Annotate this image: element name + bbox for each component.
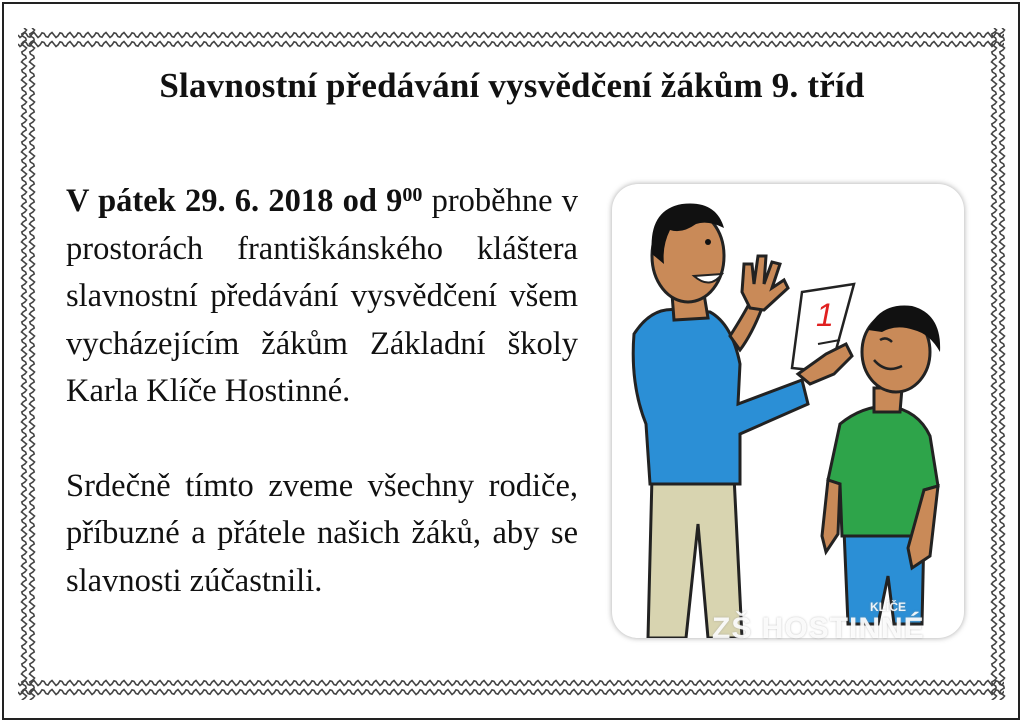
event-time-superscript: 00 [402, 184, 423, 206]
certificate-mark: 1 [816, 297, 834, 333]
teacher-eye [705, 239, 711, 245]
event-description: proběhne v prostorách františkánského kláštera slavnostní předávání vysvědčení všem vycházejícím žákům Základní školy Karla Klíče Hostinné. [66, 183, 578, 409]
teacher-and-student-illustration [612, 184, 964, 638]
teacher-raised-hand [742, 256, 788, 310]
watermark-small: KLÍČE [870, 600, 906, 614]
event-date: V pátek 29. 6. 2018 od 9 [66, 183, 403, 219]
wavy-border-right [988, 28, 1008, 700]
wavy-border-bottom [18, 676, 1004, 700]
illustration-card [612, 184, 964, 638]
school-watermark [712, 600, 925, 646]
watermark-main: ZŠ HOSTINNÉ [712, 612, 925, 645]
paragraph-event [66, 178, 578, 416]
paragraph-invitation: Srdečně tímto zveme všechny rodiče, příbuzné a přátele našich žáků, aby se slavnosti zúčastnili. [66, 467, 578, 599]
wavy-border-top [18, 28, 1004, 52]
invitation-text [66, 178, 578, 605]
page-title: Slavnostní předávání vysvědčení žákům 9. tříd [159, 66, 865, 105]
wavy-border-left [18, 28, 38, 700]
teacher-shirt [633, 310, 808, 485]
boy-left-arm [822, 480, 840, 552]
